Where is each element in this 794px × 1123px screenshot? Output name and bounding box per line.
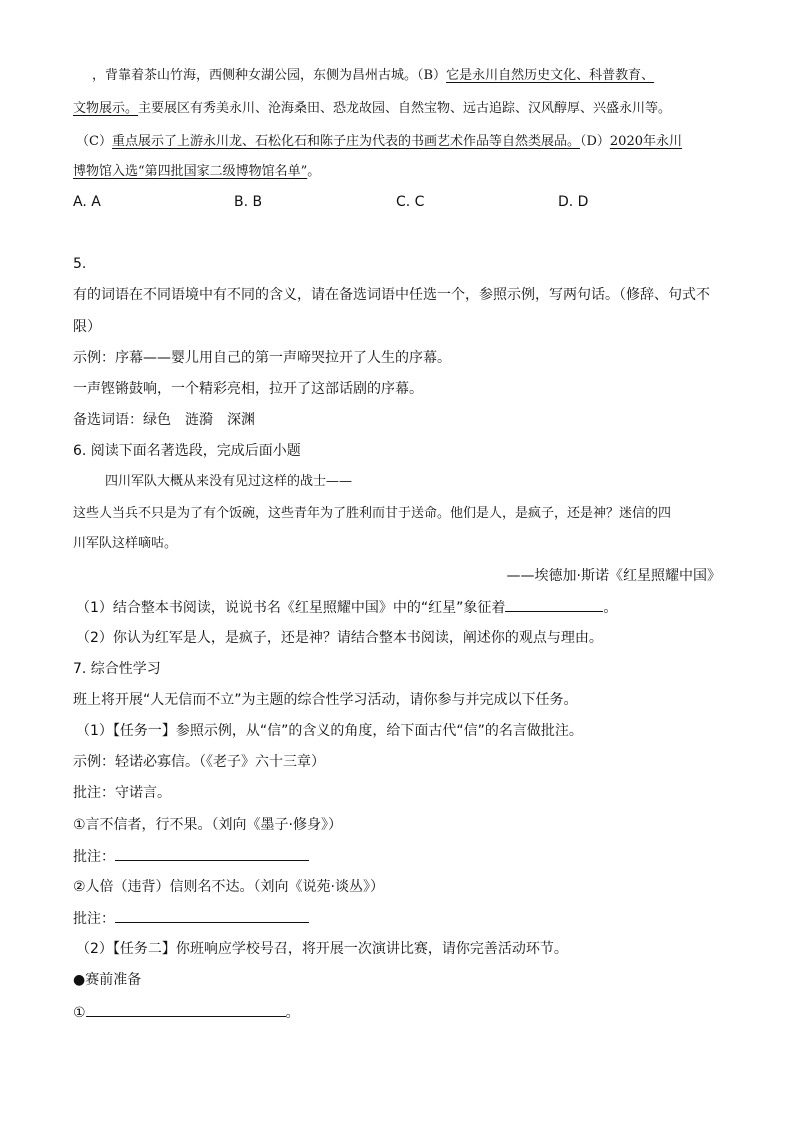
q4-label-c: （C） bbox=[76, 134, 112, 149]
q4-underlined-b-end: 文物展示。 bbox=[73, 101, 139, 116]
q4-underlined-c: 重点展示了上游永川龙、石松化石和陈子庄为代表的书画艺术作品等自然类展品。 bbox=[111, 134, 580, 149]
q7-quote-2: ②人倍（违背）信则名不达。（刘向《说苑·谈丛》） bbox=[73, 879, 384, 895]
q4-underlined-b: 它是永川自然历史文化、科普教育、 bbox=[446, 68, 655, 83]
q6-sub-question-1 bbox=[76, 597, 617, 618]
q7-item-1-period: 。 bbox=[285, 1005, 300, 1021]
q7-example-note: 批注：守诺言。 bbox=[73, 785, 171, 801]
q6-sub-1-answer-blank[interactable] bbox=[505, 597, 603, 612]
q7-note-1-label: 批注： bbox=[73, 849, 115, 865]
q6-sub-question-2: （2）你认为红军是人，是疯子，还是神？请结合整本书阅读，阐述你的观点与理由。 bbox=[76, 630, 603, 646]
q6-title: 6. 阅读下面名著选段，完成后面小题 bbox=[73, 443, 301, 459]
q4-label-d: （D） bbox=[579, 134, 610, 149]
q4-options bbox=[73, 192, 673, 212]
q7-task-1: （1）【任务一】参照示例，从“信”的含义的角度，给下面古代“信”的名言做批注。 bbox=[76, 723, 583, 739]
q4-underlined-d: 2020年永川 bbox=[609, 134, 682, 149]
q5-example-1: 示例：序幕——婴儿用自己的第一声啼哭拉开了人生的序幕。 bbox=[73, 350, 451, 366]
q4-option-c[interactable]: C. C bbox=[396, 194, 425, 210]
q4-line-4 bbox=[73, 162, 320, 182]
q7-item-1-answer-blank[interactable] bbox=[86, 1002, 286, 1017]
q4-option-b[interactable]: B. B bbox=[234, 194, 263, 210]
q6-sub-1-period: 。 bbox=[603, 600, 618, 616]
q4-line-4-period: 。 bbox=[307, 164, 321, 179]
q5-number: 5. bbox=[73, 256, 87, 272]
q7-intro: 班上将开展“人无信而不立”为主题的综合性学习活动，请你参与并完成以下任务。 bbox=[73, 692, 578, 708]
q4-underlined-d-end: 博物馆入选“第四批国家二级博物馆名单” bbox=[73, 164, 308, 179]
q4-line-2 bbox=[73, 99, 671, 119]
q7-note-2-label: 批注： bbox=[73, 911, 115, 927]
q7-note-1 bbox=[73, 846, 309, 867]
q7-note-1-answer-blank[interactable] bbox=[115, 846, 309, 861]
q6-sub-1-text: （1）结合整本书阅读，说说书名《红星照耀中国》中的“红星”象征着 bbox=[76, 600, 506, 616]
q4-line-1-text: ，背靠着茶山竹海，西侧种女湖公园，东侧为昌州古城。（B） bbox=[92, 68, 447, 83]
q4-line-2-text: 主要展区有秀美永川、沧海桑田、恐龙故园、自然宝物、远古追踪、汉风醇厚、兴盛永川等。 bbox=[138, 101, 672, 116]
q4-line-3 bbox=[76, 132, 682, 152]
q5-candidate-words: 备选词语：绿色 涟漪 深渊 bbox=[73, 412, 255, 428]
q7-prep-heading: ●赛前准备 bbox=[73, 972, 142, 988]
q7-item-1-marker: ① bbox=[73, 1005, 86, 1021]
q4-line-1 bbox=[92, 66, 654, 86]
q4-option-d[interactable]: D. D bbox=[558, 194, 589, 210]
q4-option-a[interactable]: A. A bbox=[73, 194, 101, 210]
q7-note-2 bbox=[73, 908, 309, 929]
q6-excerpt-line-1: 四川军队大概从来没有见过这样的战士—— bbox=[105, 474, 353, 489]
q5-prompt-line-1: 有的词语在不同语境中有不同的含义，请在备选词语中任选一个，参照示例，写两句话。（修辞、句式不 bbox=[73, 287, 710, 303]
q6-source: ——埃德加·斯诺《红星照耀中国》 bbox=[506, 568, 721, 584]
q7-note-2-answer-blank[interactable] bbox=[115, 908, 309, 923]
q5-example-2: 一声铿锵鼓响，一个精彩亮相，拉开了这部话剧的序幕。 bbox=[73, 381, 423, 397]
q7-task-2: （2）【任务二】你班响应学校号召，将开展一次演讲比赛，请你完善活动环节。 bbox=[76, 941, 568, 957]
q7-prep-item-1 bbox=[73, 1002, 300, 1023]
q6-excerpt-line-3: 川军队这样嘀咕。 bbox=[73, 536, 178, 551]
q5-prompt-line-2: 限） bbox=[73, 319, 101, 335]
q7-quote-1: ①言不信者，行不果。（刘向《墨子·修身》） bbox=[73, 817, 342, 833]
q7-example: 示例：轻诺必寡信。（《老子》六十三章） bbox=[73, 754, 325, 770]
q7-title: 7. 综合性学习 bbox=[73, 661, 161, 677]
q6-excerpt-line-2: 这些人当兵不只是为了有个饭碗，这些青年为了胜利而甘于送命。他们是人，是疯子，还是神？迷信的四 bbox=[73, 506, 672, 521]
